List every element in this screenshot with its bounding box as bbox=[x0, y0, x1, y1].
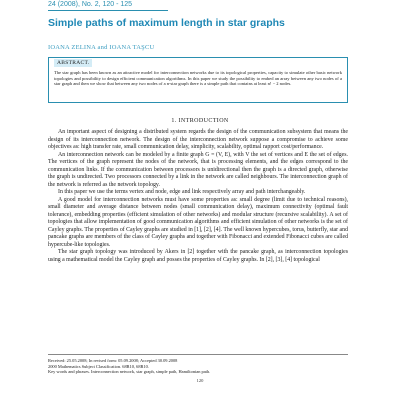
running-head-rule bbox=[48, 10, 168, 11]
paragraph: In this paper we use the terms vertex and node, edge and link respectively array and path interchangeably. bbox=[58, 189, 306, 195]
paragraph: The star graph topology was introduced by Akers in [2] together with the pancake graph, as interconnection topologies using a mathematical model the Cayley graph and posses the properties of Cayley graphs. In [2], [3], [4] topological bbox=[48, 249, 348, 263]
body-text bbox=[48, 129, 348, 264]
page-number: 120 bbox=[196, 378, 204, 383]
abstract-text: The star graph has been known as an attractive model for interconnection networks due to its topological properties, capacity to simulate other basic network topologies and possibility to design efficient communication algorithms. In this paper we study the possibility to embed an array between any two nodes of a star graph and then we show that between any two nodes of a n-star graph there is a simple path that contains at least n! − 2 nodes. bbox=[54, 70, 342, 87]
running-head: 24 (2008), No. 2, 120 - 125 bbox=[48, 1, 133, 8]
footnote-keywords: Key words and phrases. Interconnection network, star graph, simple path, Hamiltonian path. bbox=[48, 369, 211, 375]
paragraph: An important aspect of designing a distributed system regards the design of the communication subsystem that means the design of its interconnection network. The design of the interconnection network suppose a compromise to achieve some objectives as: high transfer rate, small communication delay, simplicity, scalability, optimal rapport cost/performance. bbox=[48, 129, 348, 150]
abstract-label: ABSTRACT. bbox=[54, 59, 92, 67]
article-title: Simple paths of maximum length in star graphs bbox=[48, 17, 285, 29]
footnote-classification: 2000 Mathematics Subject Classification. 68R10, 68R10. bbox=[48, 363, 149, 369]
article-authors: IOANA ZELINA and IOANA TAŞCU bbox=[48, 44, 155, 51]
paragraph: An interconnection network can be modeled by a finite graph G = (V, E), with V the set of vertices and E the set of edges. The vertices of the graph represent the nodes of the network, that is processing elements, and the edges correspond to the communication links. If the communication between processors is unidirectional then the graph is a directed graph, otherwise the graph is undirected. Two processors connected by a link in the network are called neighbours. The interconnection graph of the network is referred as the network topology. bbox=[48, 151, 348, 188]
section-heading: 1. INTRODUCTION bbox=[171, 118, 229, 124]
footnote-received: Received: 25.05.2008; In revised form: 05.09.2008; Accepted 30.09.2008 bbox=[48, 358, 178, 363]
footnotes bbox=[48, 354, 348, 375]
paragraph: A good model for interconnection networks must have some properties as: small degree (limit due to technical reasons), small diameter and average distance between nodes (small communication delay), maximum connectivity (optimal fault tolerance), embedding properties (efficient simulation of other networks) and modular structure (recursive scalability). A set of topologies that allow implementation of good communication algorithms and efficient simulation of other networks is the set of Cayley graphs. The properties of Cayley graphs are studied in [1], [2], [4]. The well known hypercubes, torus, butterfly, star and pancake graphs are members of the class of Cayley graphs and together with Fibonacci and extended Fibonacci cubes are called hypercube-like topologies. bbox=[48, 196, 348, 248]
